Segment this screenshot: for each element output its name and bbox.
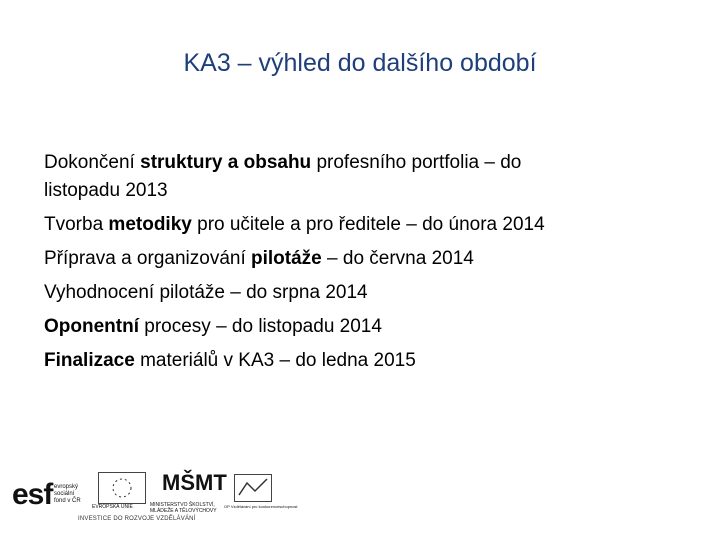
tagline: INVESTICE DO ROZVOJE VZDĚLÁVÁNÍ xyxy=(78,516,196,522)
bullet-list xyxy=(44,146,684,378)
msmt-logo: MŠMT MINISTERSTVO ŠKOLSTVÍ, MLÁDEŽE A TĚLOVÝCHOVY xyxy=(150,470,227,514)
slide-title: KA3 – výhled do dalšího období xyxy=(183,49,537,77)
eu-stars-icon xyxy=(98,472,146,504)
list-item: Oponentní procesy – do listopadu 2014 xyxy=(44,316,382,337)
list-item: Tvorba metodiky pro učitele a pro ředitele – do února 2014 xyxy=(44,214,545,235)
list-item: Vyhodnocení pilotáže – do srpna 2014 xyxy=(44,282,368,303)
op-vk-icon xyxy=(234,474,272,502)
op-logo: OP Vzdělávání pro konkurenceschopnost xyxy=(224,474,284,514)
eu-logo: EVROPSKÁ UNIE xyxy=(92,472,152,512)
list-item-continuation: listopadu 2013 xyxy=(44,180,168,201)
esf-logo: esf evropský sociální fond v ČR xyxy=(12,478,81,511)
logo-strip xyxy=(12,470,298,530)
list-item: Dokončení struktury a obsahu profesního portfolia – do xyxy=(44,152,522,173)
list-item: Příprava a organizování pilotáže – do června 2014 xyxy=(44,248,474,269)
list-item: Finalizace materiálů v KA3 – do ledna 2015 xyxy=(44,350,416,371)
